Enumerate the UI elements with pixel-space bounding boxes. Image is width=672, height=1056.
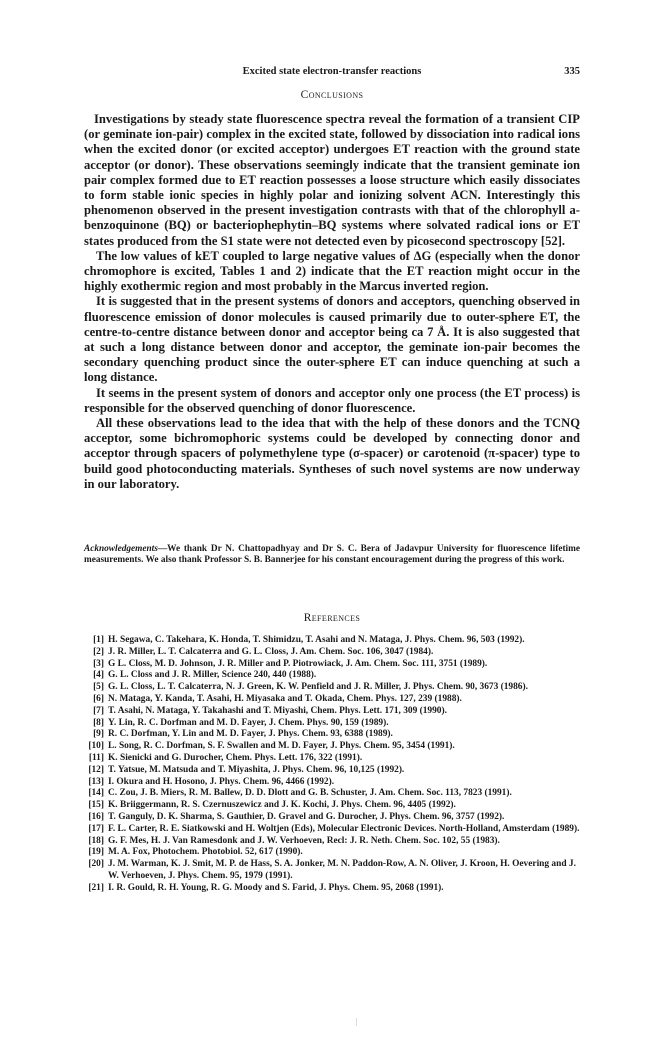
conclusions-paragraph: It is suggested that in the present systems of donors and acceptors, quenching observed in fluorescence emission of donor molecules is caused primarily due to outer-sphere ET, the centre-to-centre distance between donor and acceptor being ca 7 Å. It is also suggested that at such a long distance between donor and acceptor, the geminate ion-pair becomes the secondary quenching product since the outer-sphere ET can induce quenching at such a long distance. <box>84 294 580 385</box>
reference-item <box>84 670 580 682</box>
reference-item <box>84 706 580 718</box>
reference-text: K. Sienicki and G. Durocher, Chem. Phys. Lett. 176, 322 (1991). <box>108 752 363 763</box>
reference-number: [5] <box>93 682 104 693</box>
reference-text: G. L. Closs, L. T. Calcaterra, N. J. Green, K. W. Penfield and J. R. Miller, J. Phys. Chem. 90, 3673 (1986). <box>108 682 528 693</box>
reference-text: H. Segawa, C. Takehara, K. Honda, T. Shimidzu, T. Asahi and N. Mataga, J. Phys. Chem. 96, 503 (1992). <box>108 635 525 645</box>
reference-item <box>84 753 580 765</box>
acknowledgements-label: Acknowledgements <box>84 544 158 554</box>
reference-item <box>84 836 580 848</box>
conclusions-body <box>84 112 580 492</box>
reference-number: [17] <box>88 823 104 834</box>
scan-mark <box>356 1018 357 1026</box>
reference-number: [11] <box>88 752 104 763</box>
reference-text: J. R. Miller, L. T. Calcaterra and G. L. Closs, J. Am. Chem. Soc. 106, 3047 (1984). <box>108 646 434 657</box>
reference-item <box>84 741 580 753</box>
reference-number: [9] <box>93 729 104 740</box>
page-number: 335 <box>564 66 580 77</box>
acknowledgements-text: —We thank Dr N. Chattopadhyay and Dr S. C. Bera of Jadavpur University for fluorescence lifetime measurements. We also thank Professor S. B. Bannerjee for his constant encouragement during the progress of this work. <box>84 544 580 566</box>
reference-text: G. L. Closs and J. R. Miller, Science 240, 440 (1988). <box>108 670 317 681</box>
reference-text: M. A. Fox, Photochem. Photobiol. 52, 617 (1990). <box>108 847 303 858</box>
reference-number: [1] <box>93 635 104 645</box>
reference-number: [12] <box>88 764 104 775</box>
reference-item <box>84 647 580 659</box>
reference-text: N. Mataga, Y. Kanda, T. Asahi, H. Miyasaka and T. Okada, Chem. Phys. 127, 239 (1988). <box>108 693 462 704</box>
conclusions-paragraph: The low values of kET coupled to large negative values of ΔG (especially when the donor chromophore is excited, Tables 1 and 2) indicate that the ET reaction might occur in the highly exothermic region and most probably in the Marcus inverted region. <box>84 248 580 294</box>
reference-number: [21] <box>88 882 104 893</box>
running-header <box>84 66 580 80</box>
reference-text: T. Asahi, N. Mataga, Y. Takahashi and T. Miyashi, Chem. Phys. Lett. 171, 309 (1990). <box>108 705 447 716</box>
reference-text: T. Yatsue, M. Matsuda and T. Miyashita, J. Phys. Chem. 96, 10,125 (1992). <box>108 764 405 775</box>
reference-text: T. Ganguly, D. K. Sharma, S. Gauthier, D. Gravel and G. Durocher, J. Phys. Chem. 96, 3757 (1992). <box>108 811 505 822</box>
reference-item <box>84 847 580 859</box>
reference-text: Y. Lin, R. C. Dorfman and M. D. Fayer, J. Chem. Phys. 90, 159 (1989). <box>108 717 389 728</box>
reference-text: I. Okura and H. Hosono, J. Phys. Chem. 96, 4466 (1992). <box>108 776 335 787</box>
conclusions-paragraph: It seems in the present system of donors and acceptor only one process (the ET process) is responsible for the observed quenching of donor fluorescence. <box>84 385 580 415</box>
reference-item <box>84 777 580 789</box>
reference-text: G L. Closs, M. D. Johnson, J. R. Miller and P. Piotrowiack, J. Am. Chem. Soc. 111, 3751 (1989). <box>108 658 488 669</box>
reference-item <box>84 659 580 671</box>
reference-item <box>84 765 580 777</box>
reference-text: I. R. Gould, R. H. Young, R. G. Moody and S. Farid, J. Phys. Chem. 95, 2068 (1991). <box>108 882 444 893</box>
conclusions-heading: Conclusions <box>300 89 364 101</box>
reference-text: K. Briiggermann, R. S. Czernuszewicz and J. K. Kochi, J. Phys. Chem. 96, 4405 (1992). <box>108 800 456 811</box>
reference-item <box>84 729 580 741</box>
reference-item <box>84 883 580 895</box>
reference-item <box>84 635 580 647</box>
reference-item <box>84 800 580 812</box>
reference-number: [7] <box>93 705 104 716</box>
reference-item <box>84 682 580 694</box>
reference-item <box>84 824 580 836</box>
reference-text: G. F. Mes, H. J. Van Ramesdonk and J. W. Verhoeven, Recl: J. R. Neth. Chem. Soc. 102, 55 (1983). <box>108 835 500 846</box>
reference-number: [13] <box>88 776 104 787</box>
references-heading: References <box>303 612 361 624</box>
reference-number: [2] <box>93 646 104 657</box>
conclusions-paragraph: Investigations by steady state fluorescence spectra reveal the formation of a transient CIP (or geminate ion-pair) complex in the excited state, followed by dissociation into radical ions when the excited donor (or excited acceptor) undergoes ET reaction with the ground state acceptor (or donor). These observations seemingly indicate that the transient geminate ion pair complex formed due to ET reaction possesses a loose structure which easily dissociates to form stable ionic species in highly polar and ionizing solvent ACN. Interestingly this phenomenon observed in the present investigation contrasts with that of the chlorophyll a-benzoquinone (BQ) or bacteriophephytin–BQ systems where solvated radical ions or ET states produced from the S1 state were not detected even by picosecond spectroscopy [52]. <box>84 112 580 248</box>
reference-item <box>84 859 580 883</box>
reference-number: [19] <box>88 847 104 858</box>
reference-number: [6] <box>93 693 104 704</box>
reference-number: [16] <box>88 811 104 822</box>
reference-item <box>84 788 580 800</box>
reference-number: [15] <box>88 800 104 811</box>
reference-number: [14] <box>88 788 104 799</box>
reference-item <box>84 718 580 730</box>
reference-number: [3] <box>93 658 104 669</box>
reference-text: R. C. Dorfman, Y. Lin and M. D. Fayer, J. Phys. Chem. 93, 6388 (1989). <box>108 729 393 740</box>
reference-number: [4] <box>93 670 104 681</box>
reference-number: [8] <box>93 717 104 728</box>
reference-list <box>84 635 580 895</box>
reference-number: [10] <box>88 741 104 752</box>
reference-text: C. Zou, J. B. Miers, R. M. Ballew, D. D. Dlott and G. B. Schuster, J. Am. Chem. Soc. 113, 7823 (1991). <box>108 788 512 799</box>
acknowledgements <box>84 544 580 567</box>
reference-item <box>84 812 580 824</box>
running-title: Excited state electron-transfer reactions <box>242 66 422 77</box>
reference-item <box>84 694 580 706</box>
reference-text: J. M. Warman, K. J. Smit, M. P. de Hass, S. A. Jonker, M. N. Paddon-Row, A. N. Oliver, J. Kroon, H. Oevering and J. W. Verhoeven, J. Phys. Chem. 95, 1979 (1991). <box>108 859 576 881</box>
reference-text: L. Song, R. C. Dorfman, S. F. Swallen and M. D. Fayer, J. Phys. Chem. 95, 3454 (1991). <box>108 741 455 752</box>
reference-text: F. L. Carter, R. E. Siatkowski and H. Woltjen (Eds), Molecular Electronic Devices. North-Holland, Amsterdam (1989). <box>108 823 580 834</box>
reference-number: [20] <box>88 859 104 870</box>
conclusions-paragraph: All these observations lead to the idea that with the help of these donors and the TCNQ acceptor, some bichromophoric systems could be developed by connecting donor and acceptor through spacers of polymethylene type (σ-spacer) or carotenoid (π-spacer) type to build good photoconducting materials. Syntheses of such novel systems are now underway in our laboratory. <box>84 416 580 491</box>
reference-number: [18] <box>88 835 104 846</box>
